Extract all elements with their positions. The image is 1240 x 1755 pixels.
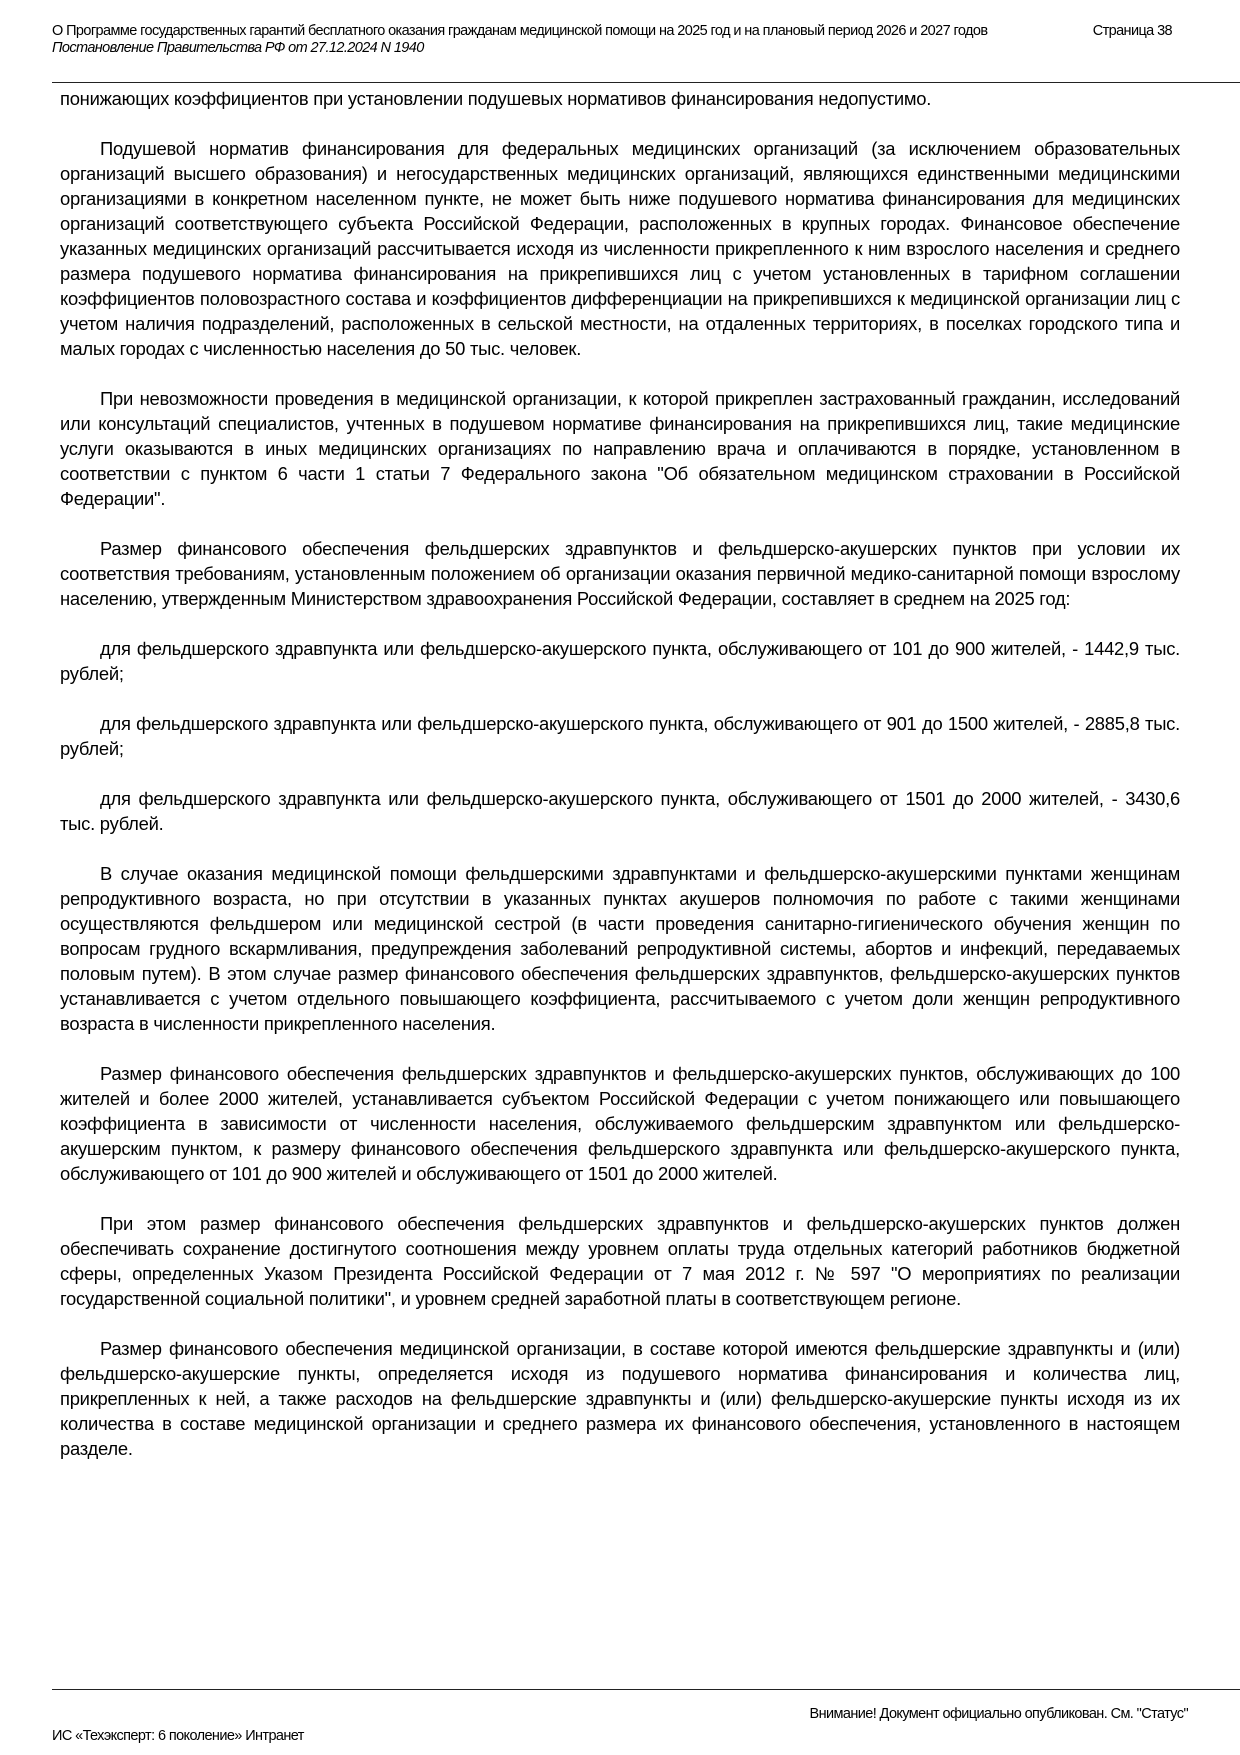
- paragraph: В случае оказания медицинской помощи фельдшерскими здравпунктами и фельдшерско-акушерскими пунктами женщинам репродуктивного возраста, но при отсутствии в указанных пунктах акушеров полномочия по работе с такими женщинами осуществляются фельдшером или медицинской сестрой (в части проведения санитарно-гигиенического обучения женщин по вопросам грудного вскармливания, предупреждения заболеваний репродуктивной системы, абортов и инфекций, передаваемых половым путем). В этом случае размер финансового обеспечения фельдшерских здравпунктов, фельдшерско-акушерских пунктов устанавливается с учетом отдельного повышающего коэффициента, рассчитываемого с учетом доли женщин репродуктивного возраста в численности прикрепленного населения.: [60, 863, 1180, 1034]
- paragraph: При невозможности проведения в медицинской организации, к которой прикреплен застрахованный гражданин, исследований или консультаций специалистов, учтенных в подушевом нормативе финансирования на прикрепившихся лиц, такие медицинские услуги оказываются в иных медицинских организациях по направлению врача и оплачиваются в порядке, установленном в соответствии с пунктом 6 части 1 статьи 7 Федерального закона "Об обязательном медицинском страховании в Российской Федерации".: [60, 388, 1180, 509]
- paragraph-continued: понижающих коэффициентов при установлении подушевых нормативов финансирования недопустимо.: [60, 88, 932, 109]
- paragraph: Размер финансового обеспечения фельдшерских здравпунктов и фельдшерско-акушерских пунктов при условии их соответствия требованиям, установленным положением об организации оказания первичной медико-санитарной помощи взрослому населению, утвержденным Министерством здравоохранения Российской Федерации, составляет в среднем на 2025 год:: [60, 538, 1180, 609]
- document-reference: Постановление Правительства РФ от 27.12.2024 N 1940: [52, 40, 424, 56]
- header-divider: [52, 82, 1240, 83]
- document-body: [60, 86, 1180, 1486]
- list-item-paragraph: для фельдшерского здравпункта или фельдшерско-акушерского пункта, обслуживающего от 101 до 900 жителей, - 1442,9 тыс. рублей;: [60, 638, 1180, 684]
- list-item-paragraph: для фельдшерского здравпункта или фельдшерско-акушерского пункта, обслуживающего от 1501 до 2000 жителей, - 3430,6 тыс. рублей.: [60, 788, 1180, 834]
- system-label: ИС «Техэксперт: 6 поколение» Интранет: [52, 1728, 304, 1744]
- paragraph: Подушевой норматив финансирования для федеральных медицинских организаций (за исключением образовательных организаций высшего образования) и негосударственных медицинских организаций, являющихся единственными медицинскими организациями в конкретном населенном пункте, не может быть ниже подушевого норматива финансирования для медицинских организаций соответствующего субъекта Российской Федерации, расположенных в крупных городах. Финансовое обеспечение указанных медицинских организаций рассчитывается исходя из численности прикрепленного к ним взрослого населения и среднего размера подушевого норматива финансирования на прикрепившихся лиц с учетом установленных в тарифном соглашении коэффициентов половозрастного состава и коэффициентов дифференциации на прикрепившихся к медицинской организации лиц с учетом наличия подразделений, расположенных в сельской местности, на отдаленных территориях, в поселках городского типа и малых городах с численностью населения до 50 тыс. человек.: [60, 138, 1180, 359]
- paragraph: При этом размер финансового обеспечения фельдшерских здравпунктов и фельдшерско-акушерских пунктов должен обеспечивать сохранение достигнутого соотношения между уровнем оплаты труда отдельных категорий работников бюджетной сферы, определенных Указом Президента Российской Федерации от 7 мая 2012 г. № 597 "О мероприятиях по реализации государственной социальной политики", и уровнем средней заработной платы в соответствующем регионе.: [60, 1213, 1180, 1309]
- paragraph: Размер финансового обеспечения медицинской организации, в составе которой имеются фельдшерские здравпункты и (или) фельдшерско-акушерские пункты, определяется исходя из подушевого норматива финансирования и количества лиц, прикрепленных к ней, а также расходов на фельдшерские здравпункты и (или) фельдшерско-акушерские пункты исходя из их количества в составе медицинской организации и среднего размера их финансового обеспечения, установленного в настоящем разделе.: [60, 1338, 1180, 1459]
- page-header: [52, 23, 1172, 57]
- footer-divider: [52, 1689, 1240, 1690]
- page-number: Страница 38: [1092, 23, 1172, 39]
- paragraph: Размер финансового обеспечения фельдшерских здравпунктов и фельдшерско-акушерских пунктов, обслуживающих до 100 жителей и более 2000 жителей, устанавливается субъектом Российской Федерации с учетом понижающего или повышающего коэффициента в зависимости от численности населения, обслуживаемого фельдшерским здравпунктом или фельдшерско-акушерским пунктом, к размеру финансового обеспечения фельдшерского здравпункта или фельдшерско-акушерского пункта, обслуживающего от 101 до 900 жителей и обслуживающего от 1501 до 2000 жителей.: [60, 1063, 1180, 1184]
- document-title: О Программе государственных гарантий бесплатного оказания гражданам медицинской помощи на 2025 год и на плановый период 2026 и 2027 годов: [52, 23, 988, 39]
- publication-notice: Внимание! Документ официально опубликован. См. "Статус": [809, 1706, 1188, 1722]
- list-item-paragraph: для фельдшерского здравпункта или фельдшерско-акушерского пункта, обслуживающего от 901 до 1500 жителей, - 2885,8 тыс. рублей;: [60, 713, 1180, 759]
